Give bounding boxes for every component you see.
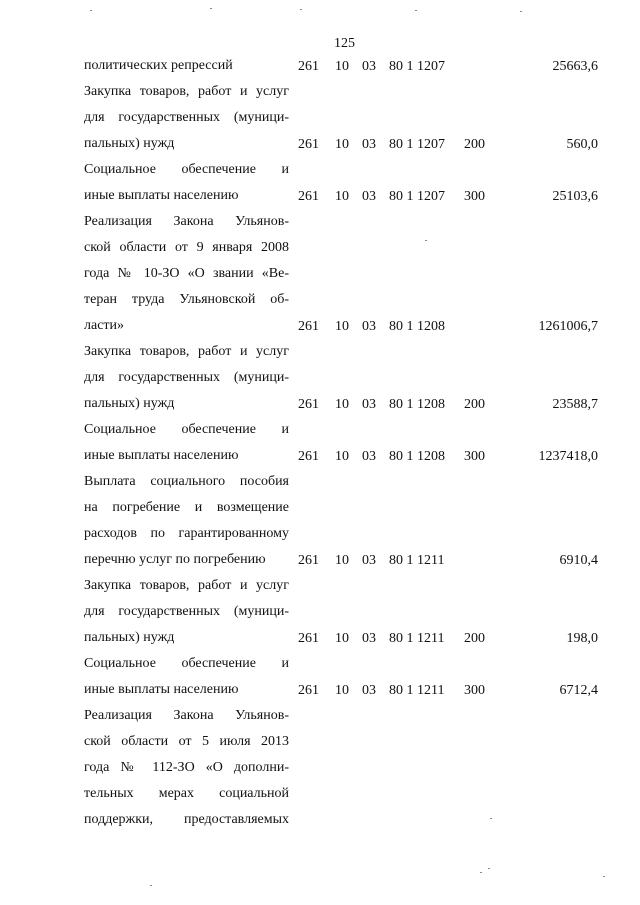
- row-description: [84, 79, 289, 157]
- scan-speck: [490, 818, 492, 819]
- expense-type-code: 200: [464, 631, 485, 646]
- target-article-code: 80 1 1207: [389, 59, 445, 74]
- scan-speck: [415, 10, 417, 11]
- table-row: [0, 469, 640, 573]
- table-row: [0, 573, 640, 651]
- subsection-code: 03: [362, 319, 376, 334]
- description-line: Закупка товаров, работ и услуг: [84, 344, 289, 359]
- table-row: [0, 209, 640, 339]
- subsection-code: 03: [362, 631, 376, 646]
- subsection-code: 03: [362, 59, 376, 74]
- section-code: 10: [335, 319, 349, 334]
- scan-speck: [210, 8, 212, 9]
- subsection-code: 03: [362, 553, 376, 568]
- sum-value: 6910,4: [559, 553, 598, 568]
- subsection-code: 03: [362, 397, 376, 412]
- description-line: ской области от 9 января 2008: [84, 240, 289, 255]
- row-description: [84, 573, 289, 651]
- target-article-code: 80 1 1211: [389, 683, 445, 698]
- row-description: [84, 651, 289, 703]
- description-line: для государственных (муници-: [84, 604, 289, 619]
- subsection-code: 03: [362, 683, 376, 698]
- description-line: ской области от 5 июля 2013: [84, 734, 289, 749]
- section-code: 10: [335, 631, 349, 646]
- row-description: [84, 157, 289, 209]
- scan-speck: [480, 872, 482, 873]
- description-line: для государственных (муници-: [84, 370, 289, 385]
- subsection-code: 03: [362, 449, 376, 464]
- admin-code: 261: [298, 683, 319, 698]
- table-row: [0, 53, 640, 79]
- table-row: [0, 417, 640, 469]
- description-line: года № 112-ЗО «О дополни-: [84, 760, 289, 775]
- sum-value: 198,0: [566, 631, 598, 646]
- admin-code: 261: [298, 137, 319, 152]
- section-code: 10: [335, 553, 349, 568]
- scan-speck: [425, 240, 427, 241]
- page-number: 125: [334, 36, 355, 51]
- description-line: года № 10-ЗО «О звании «Ве-: [84, 266, 289, 281]
- row-description: [84, 703, 289, 833]
- table-row: [0, 703, 640, 833]
- description-line: Реализация Закона Ульянов-: [84, 708, 289, 723]
- description-line: тельных мерах социальной: [84, 786, 289, 801]
- table-row: [0, 651, 640, 703]
- section-code: 10: [335, 397, 349, 412]
- admin-code: 261: [298, 189, 319, 204]
- scan-speck: [150, 885, 152, 886]
- target-article-code: 80 1 1207: [389, 189, 445, 204]
- description-line: для государственных (муници-: [84, 110, 289, 125]
- sum-value: 23588,7: [552, 397, 598, 412]
- table-row: [0, 79, 640, 157]
- description-line: ласти»: [84, 318, 125, 333]
- row-description: [84, 417, 289, 469]
- target-article-code: 80 1 1208: [389, 397, 445, 412]
- admin-code: 261: [298, 59, 319, 74]
- description-line: Закупка товаров, работ и услуг: [84, 578, 289, 593]
- expense-type-code: 200: [464, 137, 485, 152]
- section-code: 10: [335, 189, 349, 204]
- subsection-code: 03: [362, 189, 376, 204]
- expense-type-code: 300: [464, 189, 485, 204]
- target-article-code: 80 1 1208: [389, 449, 445, 464]
- target-article-code: 80 1 1211: [389, 553, 445, 568]
- admin-code: 261: [298, 319, 319, 334]
- scan-speck: [520, 11, 522, 12]
- row-description: [84, 469, 289, 573]
- row-description: [84, 339, 289, 417]
- expense-type-code: 300: [464, 449, 485, 464]
- description-line: пальных) нужд: [84, 136, 175, 151]
- description-line: иные выплаты населению: [84, 682, 239, 697]
- description-line: Реализация Закона Ульянов-: [84, 214, 289, 229]
- table-row: [0, 339, 640, 417]
- description-line: поддержки, предоставляемых: [84, 812, 289, 827]
- sum-value: 25663,6: [552, 59, 598, 74]
- sum-value: 6712,4: [559, 683, 598, 698]
- description-line: перечню услуг по погребению: [84, 552, 266, 567]
- subsection-code: 03: [362, 137, 376, 152]
- sum-value: 1261006,7: [538, 319, 598, 334]
- description-line: Закупка товаров, работ и услуг: [84, 84, 289, 99]
- scan-speck: [90, 10, 92, 11]
- admin-code: 261: [298, 449, 319, 464]
- description-line: Выплата социального пособия: [84, 474, 289, 489]
- description-line: иные выплаты населению: [84, 188, 239, 203]
- admin-code: 261: [298, 397, 319, 412]
- expense-type-code: 200: [464, 397, 485, 412]
- description-line: пальных) нужд: [84, 630, 175, 645]
- row-description: [84, 53, 289, 79]
- description-line: пальных) нужд: [84, 396, 175, 411]
- description-line: политических репрессий: [84, 58, 233, 73]
- admin-code: 261: [298, 631, 319, 646]
- description-line: Социальное обеспечение и: [84, 656, 289, 671]
- description-line: Социальное обеспечение и: [84, 422, 289, 437]
- sum-value: 25103,6: [552, 189, 598, 204]
- table-row: [0, 157, 640, 209]
- scan-speck: [300, 9, 302, 10]
- description-line: теран труда Ульяновской об-: [84, 292, 289, 307]
- scan-speck: [488, 868, 490, 869]
- admin-code: 261: [298, 553, 319, 568]
- description-line: расходов по гарантированному: [84, 526, 289, 541]
- section-code: 10: [335, 449, 349, 464]
- target-article-code: 80 1 1207: [389, 137, 445, 152]
- section-code: 10: [335, 59, 349, 74]
- target-article-code: 80 1 1208: [389, 319, 445, 334]
- scan-speck: [603, 876, 605, 877]
- section-code: 10: [335, 137, 349, 152]
- expense-type-code: 300: [464, 683, 485, 698]
- description-line: Социальное обеспечение и: [84, 162, 289, 177]
- sum-value: 560,0: [566, 137, 598, 152]
- section-code: 10: [335, 683, 349, 698]
- row-description: [84, 209, 289, 339]
- target-article-code: 80 1 1211: [389, 631, 445, 646]
- sum-value: 1237418,0: [538, 449, 598, 464]
- description-line: на погребение и возмещение: [84, 500, 289, 515]
- description-line: иные выплаты населению: [84, 448, 239, 463]
